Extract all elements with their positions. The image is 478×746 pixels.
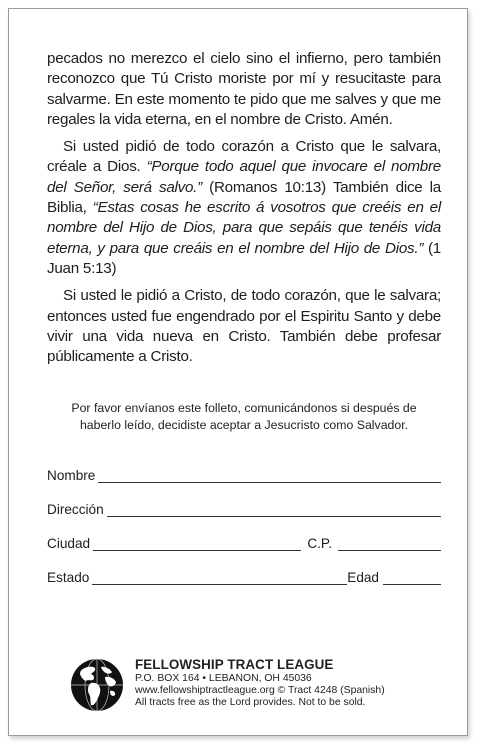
verse-romans: “Porque todo aquel que invocare el nombre del Señor, será salvo.” xyxy=(47,158,441,196)
edad-field[interactable] xyxy=(383,567,441,585)
reference-1-juan: (1 Juan 5:13) xyxy=(47,239,441,277)
direccion-field[interactable] xyxy=(107,499,441,517)
paragraph-prayer: pecados no merezco el cielo sino el infierno, pero también reconozco que Tú Cristo moriste por mí y resucitaste para salvarme. En este momento te pido que me salves y que me regales la vida eterna, en el nombre de Cristo. Amén. xyxy=(47,50,441,128)
tract-body xyxy=(47,49,441,374)
estado-label: Estado xyxy=(47,570,90,585)
estado-field[interactable] xyxy=(92,567,347,585)
tract-page xyxy=(8,8,468,736)
paragraph-new-life: Si usted le pidió a Cristo, de todo corazón, que le salvara; entonces usted fue engendrado por el Espiritu Santo y debe vivir una vida nueva en Cristo. También debe profesar públicamente a Cristo. xyxy=(47,287,441,366)
cp-label: C.P. xyxy=(307,536,332,551)
reference-romans: (Romanos 10:13) También dice la Biblia, xyxy=(47,178,441,217)
request-line-2: haberlo leído, decidiste aceptar a Jesucristo como Salvador. xyxy=(79,418,409,432)
paragraph-assurance xyxy=(47,137,441,279)
globe-logo-icon xyxy=(69,657,125,713)
request-note xyxy=(51,400,437,434)
ciudad-field[interactable] xyxy=(93,533,301,551)
edad-label: Edad xyxy=(347,570,379,585)
nombre-label: Nombre xyxy=(47,468,96,483)
org-note: All tracts free as the Lord provides. Not to be sold. xyxy=(135,697,366,709)
org-website: www.fellowshiptractleague.org © Tract 4248 (Spanish) xyxy=(135,685,385,697)
nombre-field[interactable] xyxy=(98,465,441,483)
request-line-1: Por favor envíanos este folleto, comunicándonos si después de xyxy=(71,401,417,415)
direccion-label: Dirección xyxy=(47,502,104,517)
form-row-nombre xyxy=(47,449,441,483)
org-name: FELLOWSHIP TRACT LEAGUE xyxy=(135,657,334,672)
assurance-intro: Si usted pidió de todo corazón a Cristo que le salvara, créale a Dios. xyxy=(47,138,441,176)
org-address: P.O. BOX 164 • LEBANON, OH 45036 xyxy=(135,673,312,684)
form-row-estado xyxy=(47,551,441,585)
form-row-ciudad xyxy=(47,517,441,551)
cp-field[interactable] xyxy=(338,533,441,551)
publisher-info xyxy=(135,657,385,710)
ciudad-label: Ciudad xyxy=(47,536,91,551)
form-row-direccion xyxy=(47,483,441,517)
publisher-footer xyxy=(69,657,449,737)
verse-1-juan: “Estas cosas he escrito á vosotros que creéis en el nombre del Hijo de Dios, para que sepáis que tenéis vida eterna, y para que creáis en el nombre del Hijo de Dios.” xyxy=(47,199,441,257)
contact-form xyxy=(47,449,441,585)
